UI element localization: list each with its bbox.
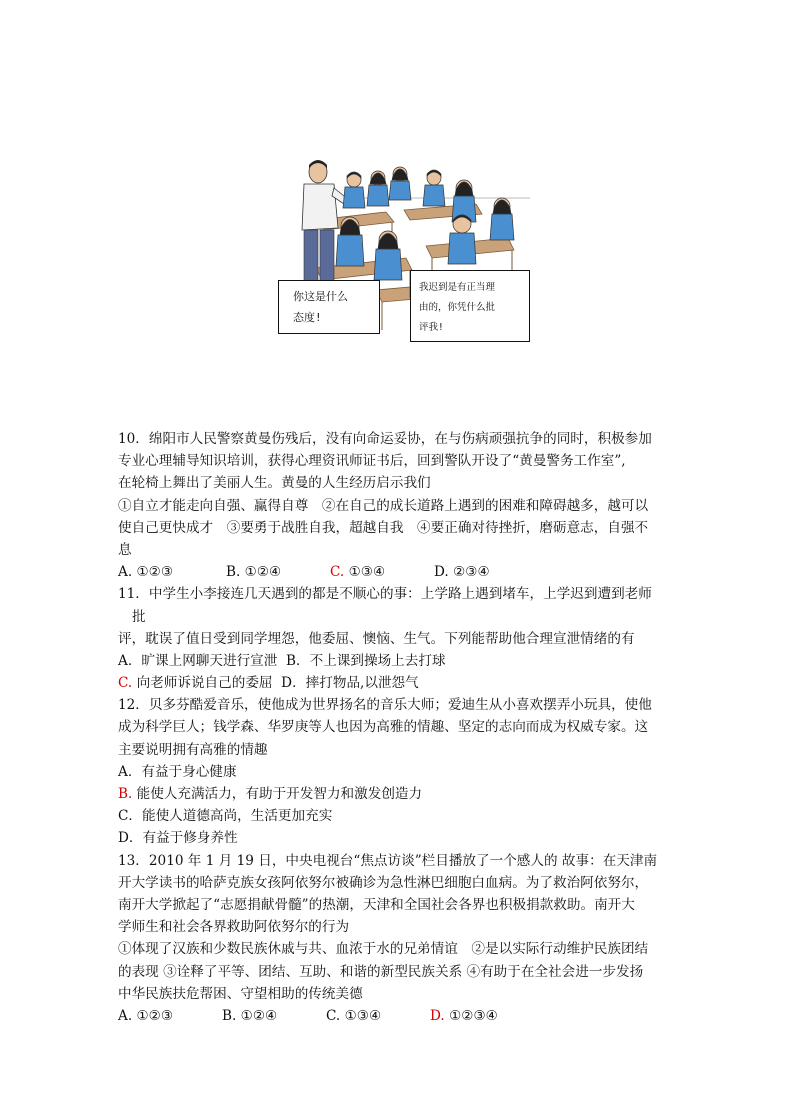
- q13-option-c: C. ①③④: [326, 1007, 382, 1024]
- q10-stem-line: 专业心理辅导知识培训，获得心理资讯师证书后，回到警队开设了“黄曼警务工作室”,: [118, 453, 626, 470]
- q13-option-a: A. ①②③: [118, 1007, 174, 1024]
- q11-stem-line: 11．中学生小李接连几天遇到的都是不顺心的事：上学路上遇到堵车，上学迟到遭到老师: [118, 586, 652, 603]
- q10-option-a: A. ①②③: [118, 564, 174, 581]
- bubble-line: 由的，你凭什么批: [419, 302, 496, 313]
- bubble-line: 我迟到是有正当理: [419, 282, 496, 293]
- q10-stem-line: 10．绵阳市人民警察黄曼伤残后，没有向命运妥协，在与伤病顽强抗争的同时，积极参加: [118, 431, 652, 447]
- q11-stem-line: 批: [132, 608, 146, 625]
- q13-stem-line: 中华民族扶危帮困、守望相助的传统美德: [118, 985, 363, 1002]
- q13-stem-line: 的表现 ③诠释了平等、团结、互助、和谐的新型民族关系 ④有助于在全社会进一步发扬: [118, 963, 644, 980]
- q11-option-b: B．不上课到操场上去打球: [286, 652, 446, 669]
- q11-option-a: A．旷课上网聊天进行宣泄: [118, 652, 278, 669]
- q10-options: [118, 561, 678, 583]
- q11-options-cd: [118, 672, 678, 694]
- q12-option-c: C．能使人道德高尚，生活更加充实: [118, 808, 333, 825]
- q13-stem-line: ①体现了汉族和少数民族休戚与共、血浓于水的兄弟情谊 ②是以实际行动维护民族团结: [118, 941, 649, 958]
- q10-stem-line: 息: [118, 541, 132, 558]
- speech-bubble-teacher: [278, 280, 380, 334]
- q11-stem-line: 评，耽误了值日受到同学埋怨，他委屈、懊恼、生气。下列能帮助他合理宣泄情绪的有: [118, 630, 635, 647]
- q13-option-d: D. ①②③④: [430, 1007, 498, 1024]
- q10-stem-line: ①自立才能走向自强、赢得自尊 ②在自己的成长道路上遇到的困难和障碍越多，越可以: [118, 497, 649, 514]
- q13-options: [118, 1005, 678, 1027]
- q10-option-d: D. ②③④: [434, 564, 490, 581]
- q12-stem-line: 主要说明拥有高雅的情趣: [118, 741, 268, 758]
- q12-option-d: D．有益于修身养性: [118, 830, 238, 847]
- q10-option-b: B. ①②④: [226, 564, 282, 581]
- q13-stem-line: 南开大学掀起了“志愿捐献骨髓”的热潮，天津和全国社会各界也积极捐款救助。南开大: [118, 896, 635, 913]
- q12-option-b: B. 能使人充满活力，有助于开发智力和激发创造力: [118, 786, 423, 802]
- q13-option-b: B. ①②④: [222, 1007, 278, 1024]
- q12-stem-line: 成为科学巨人；钱学森、华罗庚等人也因为高雅的情趣、坚定的志向而成为权威专家。这: [118, 719, 649, 736]
- q13-stem-line: 13．2010 年 1 月 19 日，中央电视台“焦点访谈”栏目播放了一个感人的 故事：在天津南: [118, 852, 658, 869]
- bubble-line: 评我!: [419, 322, 444, 333]
- q12-option-a: A．有益于身心健康: [118, 763, 237, 780]
- q13-stem-line: 开大学读书的哈萨克族女孩阿依努尔被确诊为急性淋巴细胞白血病。为了救治阿依努尔，: [118, 874, 649, 891]
- bubble-line: 态度!: [293, 311, 322, 324]
- q10-stem-line: 使自己更快成才 ③要勇于战胜自我，超越自我 ④要正确对待挫折，磨砺意志，自强不: [118, 519, 649, 536]
- q13-stem-line: 学师生和社会各界救助阿依努尔的行为: [118, 919, 350, 936]
- question-content: [118, 428, 678, 1027]
- q11-options-ab: [118, 650, 678, 672]
- speech-bubble-student: [410, 270, 530, 342]
- bubble-line: 你这是什么: [293, 290, 348, 303]
- q10-option-c: C. ①③④: [330, 564, 386, 581]
- q11-option-c: C. 向老师诉说自己的委屈: [118, 675, 273, 692]
- q10-stem-line: 在轮椅上舞出了美丽人生。黄曼的人生经历启示我们: [118, 475, 431, 492]
- q12-stem-line: 12．贝多芬酷爱音乐，使他成为世界扬名的音乐大师；爱迪生从小喜欢摆弄小玩具，使他: [118, 697, 652, 714]
- q11-option-d: D．摔打物品,以泄怨气: [281, 675, 419, 692]
